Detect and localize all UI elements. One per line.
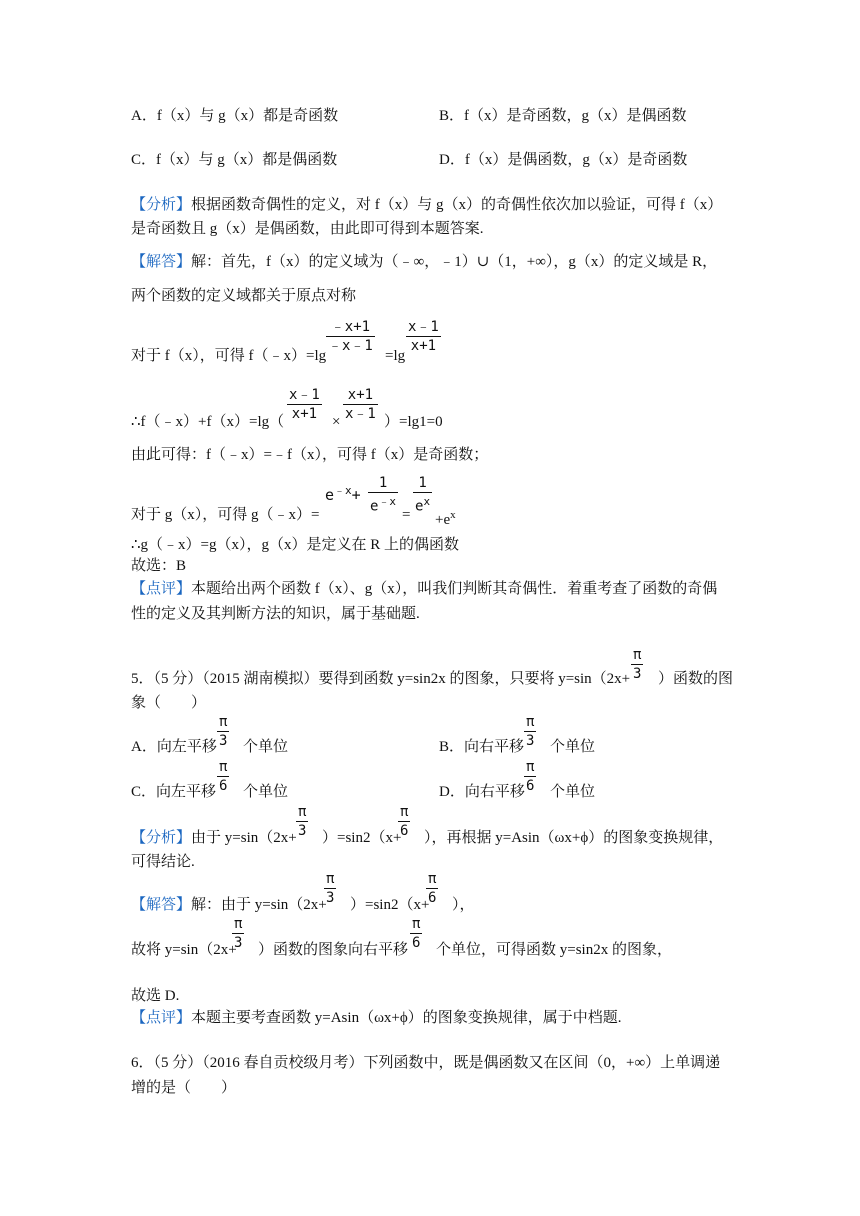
q5-solution-shift-text: ）函数的图象向右平移 (258, 942, 409, 958)
option-d: D．f（x）是偶函数，g（x）是奇函数 (439, 152, 688, 168)
q6-stem-line-1: 6．（5 分）（2016 春自贡校级月考）下列函数中，既是偶函数又在区间（0，+∞）上单调递 (131, 1055, 721, 1071)
solution-line-6: 对于 g（x），可得 g（﹣x）= (131, 507, 320, 523)
solution-line-3: 对于 f（x），可得 f（﹣x）=lg (131, 348, 327, 364)
option-d-fraction: $\frac{\pi}{6}$ (526, 759, 535, 794)
q5-option-a: A．向左平移 (131, 739, 217, 755)
fraction-neg-x-plus-1: $\frac{﹣x+1}{﹣x﹣1}$ (328, 319, 373, 354)
q6-stem-line-2: 增的是（ ） (131, 1080, 237, 1096)
q5-option-b: B．向右平移 (439, 739, 525, 755)
times-sign: × (332, 414, 341, 430)
q5-solution-result: 个单位，可得函数 y=sin2x 的图象， (436, 942, 672, 958)
q5-solution-frac-1: $\frac{\pi}{3}$ (326, 871, 335, 906)
fraction-f3: $\frac{x﹣1}{x+1}$ (289, 387, 320, 422)
eq-lg: =lg (385, 348, 406, 364)
q5-solution-frac-2: $\frac{\pi}{6}$ (428, 871, 437, 906)
option-b-unit: 个单位 (550, 739, 596, 755)
e-power-term: $e^{﹣x}+$ (325, 484, 361, 504)
fraction-pi-over-3: $\frac{\pi}{3}$ (633, 647, 642, 682)
comment-tag: 【点评】 (131, 581, 192, 597)
q5-solution-line-2: 故将 y=sin（2x+ (131, 942, 237, 958)
option-b-fraction: $\frac{\pi}{3}$ (526, 714, 535, 749)
fraction-1-over-e-x: $\frac{1}{e^x}$ (415, 475, 431, 515)
q5-solution-answer: 故选 D. (131, 988, 180, 1004)
option-c-fraction: $\frac{\pi}{6}$ (219, 759, 228, 794)
analysis-line-2: 是奇函数且 g（x）是偶函数，由此即可得到本题答案. (131, 221, 484, 237)
solution-line-5: 由此可得：f（﹣x）=﹣f（x），可得 f（x）是奇函数； (131, 447, 489, 463)
q5-solution-frac-4: $\frac{\pi}{6}$ (412, 916, 421, 951)
q5-analysis-frac-1: $\frac{\pi}{3}$ (298, 804, 307, 839)
lg1-result: ）=lg1=0 (384, 414, 443, 430)
q5-solution-frac-3: $\frac{\pi}{3}$ (234, 916, 243, 951)
q5-solution-line-1: 【解答】解：由于 y=sin（2x+ (131, 897, 327, 913)
q5-option-d: D．向右平移 (439, 784, 525, 800)
option-b: B．f（x）是奇函数，g（x）是偶函数 (439, 108, 687, 124)
fraction-f4: $\frac{x+1}{x﹣1}$ (345, 387, 376, 422)
option-c-unit: 个单位 (243, 784, 289, 800)
option-a-unit: 个单位 (243, 739, 289, 755)
q5-option-c: C．向左平移 (131, 784, 217, 800)
fraction-x-minus-1: $\frac{x﹣1}{x+1}$ (408, 319, 439, 354)
option-a: A．f（x）与 g（x）都是奇函数 (131, 108, 339, 124)
solution-tag: 【解答】 (131, 254, 192, 270)
q5-comment: 【点评】本题主要考查函数 y=Asin（ωx+ϕ）的图象变换规律，属于中档题. (131, 1010, 622, 1026)
q5-analysis-mid: ）=sin2（x+ (322, 830, 402, 846)
q5-analysis-frac-2: $\frac{\pi}{6}$ (400, 804, 409, 839)
q5-solution-mid: ）=sin2（x+ (350, 897, 430, 913)
solution-line-7: ∴g（﹣x）=g（x），g（x）是定义在 R 上的偶函数 (131, 537, 460, 553)
solution-answer: 故选：B (131, 558, 187, 574)
comment-line-2: 性的定义及其判断方法的知识，属于基础题. (131, 606, 420, 622)
analysis-tag: 【分析】 (131, 197, 192, 213)
analysis-line-1: 【分析】根据函数奇偶性的定义，对 f（x）与 g（x）的奇偶性依次加以验证，可得 f（x） (131, 197, 723, 213)
equals-sign: = (402, 507, 411, 523)
option-c: C．f（x）与 g（x）都是偶函数 (131, 152, 338, 168)
q5-stem-line-2: 象（ ） (131, 695, 207, 711)
solution-line-4: ∴f（﹣x）+f（x）=lg（ (131, 414, 285, 430)
q5-stem-tail: ）函数的图 (658, 671, 734, 687)
q5-solution-tail: ）， (452, 897, 475, 913)
q5-analysis-line-1: 【分析】由于 y=sin（2x+ (131, 830, 297, 846)
option-d-unit: 个单位 (550, 784, 596, 800)
plus-e-x: $+e^x$ (435, 509, 456, 528)
solution-line-2: 两个函数的定义域都关于原点对称 (131, 288, 357, 304)
solution-line-1: 【解答】解：首先，f（x）的定义域为（﹣∞，﹣1）∪（1，+∞），g（x）的定义域是 R， (131, 254, 718, 270)
q5-analysis-tail: ），再根据 y=Asin（ωx+ϕ）的图象变换规律， (424, 830, 724, 846)
q5-stem-line-1: 5．（5 分）（2015 湖南模拟）要得到函数 y=sin2x 的图象，只要将 y=sin（2x+ (131, 671, 631, 687)
option-a-fraction: $\frac{\pi}{3}$ (219, 714, 228, 749)
comment-line-1: 【点评】本题给出两个函数 f（x）、g（x），叫我们判断其奇偶性．着重考查了函数的奇偶 (131, 581, 718, 597)
q5-analysis-line-2: 可得结论. (131, 854, 195, 870)
fraction-1-over-e-neg-x: $\frac{1}{e^{﹣x}}$ (370, 475, 397, 515)
